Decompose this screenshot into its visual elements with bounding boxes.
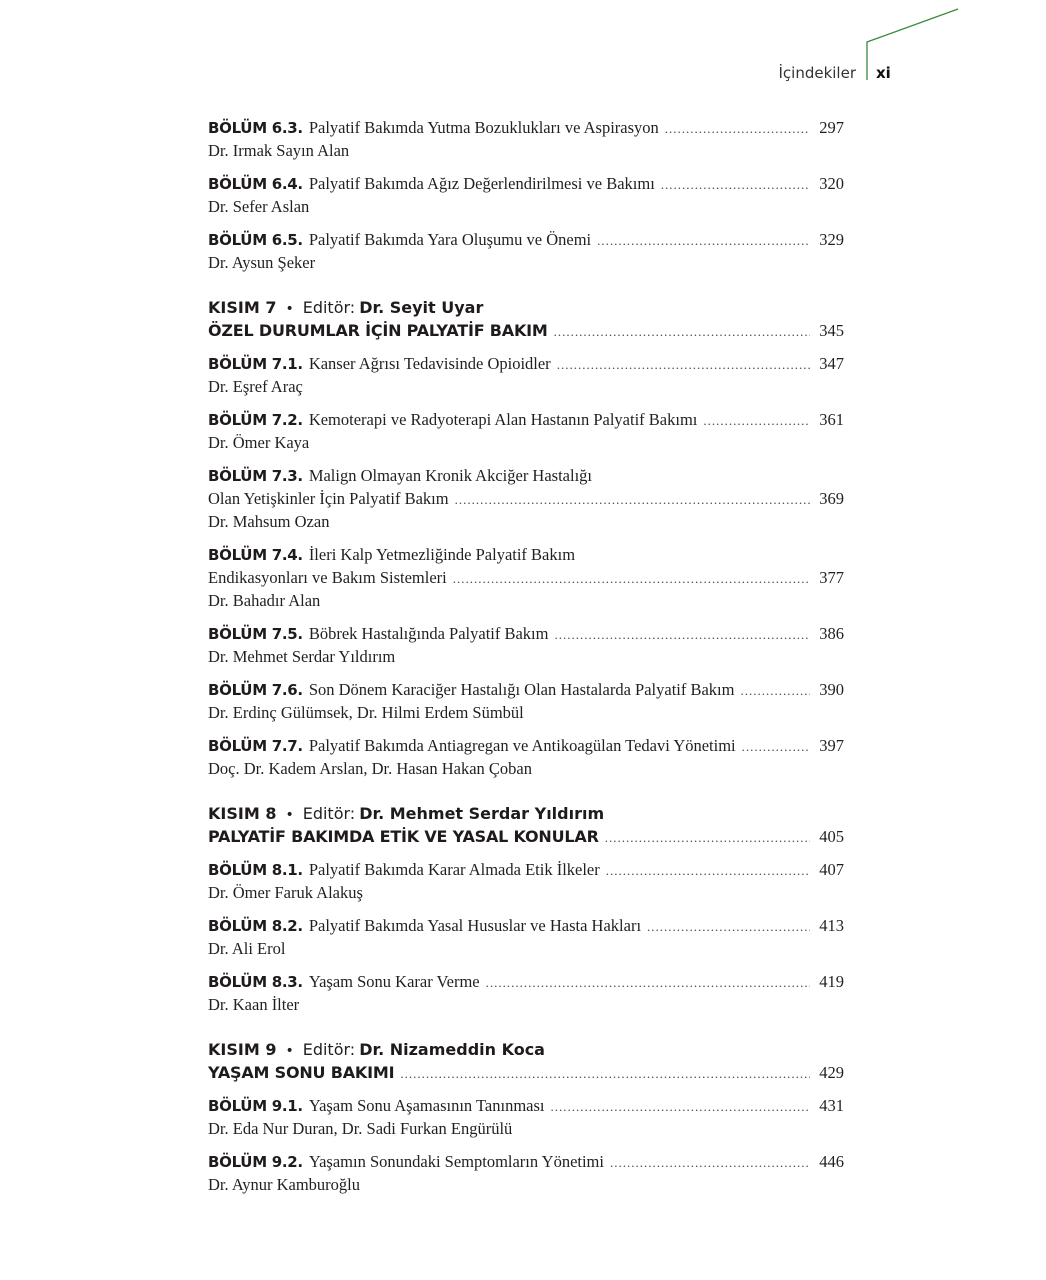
chapter-page: 407 bbox=[819, 860, 844, 879]
leader-dots bbox=[703, 409, 810, 432]
chapter-page: 361 bbox=[819, 410, 844, 429]
chapter-title: Palyatif Bakımda Yara Oluşumu ve Önemi bbox=[308, 230, 592, 249]
chapter-page: 329 bbox=[819, 230, 844, 249]
part-label: KISIM 7 bbox=[208, 298, 277, 317]
chapter-page: 413 bbox=[819, 916, 844, 935]
toc-entry-8-3 bbox=[208, 970, 844, 1016]
chapter-author: Doç. Dr. Kadem Arslan, Dr. Hasan Hakan Çoban bbox=[208, 759, 532, 778]
chapter-label: BÖLÜM 7.1. bbox=[208, 355, 303, 373]
chapter-title: Palyatif Bakımda Yutma Bozuklukları ve Aspirasyon bbox=[308, 118, 659, 137]
leader-dots bbox=[453, 567, 810, 590]
leader-dots bbox=[550, 1095, 810, 1118]
chapter-label: BÖLÜM 7.7. bbox=[208, 737, 303, 755]
leader-dots bbox=[486, 971, 810, 994]
part-label: KISIM 9 bbox=[208, 1040, 277, 1059]
part-title: YAŞAM SONU BAKIMI bbox=[208, 1063, 395, 1082]
chapter-title: Son Dönem Karaciğer Hastalığı Olan Hastalarda Palyatif Bakım bbox=[308, 680, 735, 699]
chapter-author: Dr. Eda Nur Duran, Dr. Sadi Furkan Engürülü bbox=[208, 1119, 513, 1138]
chapter-page: 397 bbox=[819, 736, 844, 755]
running-head: İçindekiler bbox=[778, 64, 856, 82]
leader-dots bbox=[557, 353, 810, 376]
part-page: 429 bbox=[819, 1063, 844, 1082]
chapter-title-continued: Endikasyonları ve Bakım Sistemleri bbox=[208, 568, 447, 587]
chapter-author: Dr. Aynur Kamburoğlu bbox=[208, 1175, 361, 1194]
leader-dots bbox=[661, 173, 810, 196]
leader-dots bbox=[597, 229, 810, 252]
chapter-author: Dr. Mahsum Ozan bbox=[208, 512, 330, 531]
chapter-author: Dr. Mehmet Serdar Yıldırım bbox=[208, 647, 396, 666]
chapter-title: Palyatif Bakımda Antiagregan ve Antikoagülan Tedavi Yönetimi bbox=[308, 736, 736, 755]
part-bullet: • bbox=[285, 1043, 294, 1059]
editor-word: Editör: bbox=[302, 1040, 356, 1059]
toc-entry-7-3 bbox=[208, 464, 844, 533]
chapter-author: Dr. Sefer Aslan bbox=[208, 197, 310, 216]
chapter-author: Dr. Eşref Araç bbox=[208, 377, 303, 396]
chapter-label: BÖLÜM 7.3. bbox=[208, 467, 303, 485]
part-editor: Dr. Seyit Uyar bbox=[359, 298, 484, 317]
chapter-page: 419 bbox=[819, 972, 844, 991]
chapter-page: 390 bbox=[819, 680, 844, 699]
chapter-page: 386 bbox=[819, 624, 844, 643]
chapter-page: 431 bbox=[819, 1096, 844, 1115]
toc-entry-6-3 bbox=[208, 116, 844, 162]
chapter-page: 377 bbox=[819, 568, 844, 587]
toc-part-7 bbox=[208, 296, 844, 342]
part-title: PALYATİF BAKIMDA ETİK VE YASAL KONULAR bbox=[208, 827, 599, 846]
chapter-title: Kanser Ağrısı Tedavisinde Opioidler bbox=[308, 354, 551, 373]
toc-entry-8-2 bbox=[208, 914, 844, 960]
toc-entry-7-4 bbox=[208, 543, 844, 612]
leader-dots bbox=[610, 1151, 810, 1174]
chapter-label: BÖLÜM 6.3. bbox=[208, 119, 303, 137]
part-bullet: • bbox=[285, 301, 294, 317]
chapter-title: Palyatif Bakımda Yasal Hususlar ve Hasta Hakları bbox=[308, 916, 642, 935]
part-editor: Dr. Mehmet Serdar Yıldırım bbox=[359, 804, 605, 823]
leader-dots bbox=[554, 623, 810, 646]
chapter-title-continued: Olan Yetişkinler İçin Palyatif Bakım bbox=[208, 489, 449, 508]
part-label: KISIM 8 bbox=[208, 804, 277, 823]
chapter-title: Böbrek Hastalığında Palyatif Bakım bbox=[308, 624, 549, 643]
leader-dots bbox=[554, 320, 810, 343]
leader-dots bbox=[400, 1062, 810, 1085]
toc-part-8 bbox=[208, 802, 844, 848]
part-bullet: • bbox=[285, 807, 294, 823]
chapter-label: BÖLÜM 8.3. bbox=[208, 973, 303, 991]
chapter-title: Kemoterapi ve Radyoterapi Alan Hastanın Palyatif Bakımı bbox=[308, 410, 698, 429]
chapter-page: 347 bbox=[819, 354, 844, 373]
table-of-contents bbox=[208, 116, 844, 1206]
chapter-page: 297 bbox=[819, 118, 844, 137]
part-title: ÖZEL DURUMLAR İÇİN PALYATİF BAKIM bbox=[208, 321, 548, 340]
chapter-title: Palyatif Bakımda Ağız Değerlendirilmesi ve Bakımı bbox=[308, 174, 655, 193]
chapter-title: Yaşam Sonu Aşamasının Tanınması bbox=[308, 1096, 545, 1115]
part-page: 405 bbox=[819, 827, 844, 846]
chapter-author: Dr. Aysun Şeker bbox=[208, 253, 316, 272]
chapter-title: Palyatif Bakımda Karar Almada Etik İlkeler bbox=[308, 860, 600, 879]
chapter-label: BÖLÜM 7.2. bbox=[208, 411, 303, 429]
chapter-author: Dr. Bahadır Alan bbox=[208, 591, 321, 610]
editor-word: Editör: bbox=[302, 298, 356, 317]
chapter-label: BÖLÜM 7.5. bbox=[208, 625, 303, 643]
chapter-label: BÖLÜM 9.2. bbox=[208, 1153, 303, 1171]
toc-entry-7-2 bbox=[208, 408, 844, 454]
leader-dots bbox=[647, 915, 810, 938]
chapter-author: Dr. Kaan İlter bbox=[208, 995, 300, 1014]
chapter-page: 320 bbox=[819, 174, 844, 193]
leader-dots bbox=[455, 488, 810, 511]
part-page: 345 bbox=[819, 321, 844, 340]
chapter-label: BÖLÜM 6.5. bbox=[208, 231, 303, 249]
chapter-page: 369 bbox=[819, 489, 844, 508]
chapter-title: Malign Olmayan Kronik Akciğer Hastalığı bbox=[308, 466, 593, 485]
toc-entry-7-7 bbox=[208, 734, 844, 780]
editor-word: Editör: bbox=[302, 804, 356, 823]
toc-part-9 bbox=[208, 1038, 844, 1084]
toc-entry-8-1 bbox=[208, 858, 844, 904]
chapter-author: Dr. Erdinç Gülümsek, Dr. Hilmi Erdem Sümbül bbox=[208, 703, 524, 722]
chapter-title: Yaşamın Sonundaki Semptomların Yönetimi bbox=[308, 1152, 604, 1171]
chapter-label: BÖLÜM 7.6. bbox=[208, 681, 303, 699]
chapter-author: Dr. Irmak Sayın Alan bbox=[208, 141, 350, 160]
toc-entry-6-4 bbox=[208, 172, 844, 218]
chapter-author: Dr. Ali Erol bbox=[208, 939, 286, 958]
chapter-title: Yaşam Sonu Karar Verme bbox=[308, 972, 480, 991]
leader-dots bbox=[605, 826, 810, 849]
chapter-label: BÖLÜM 8.2. bbox=[208, 917, 303, 935]
chapter-title: İleri Kalp Yetmezliğinde Palyatif Bakım bbox=[308, 545, 576, 564]
chapter-page: 446 bbox=[819, 1152, 844, 1171]
toc-entry-7-1 bbox=[208, 352, 844, 398]
leader-dots bbox=[665, 117, 810, 140]
chapter-author: Dr. Ömer Kaya bbox=[208, 433, 310, 452]
leader-dots bbox=[740, 679, 810, 702]
part-editor: Dr. Nizameddin Koca bbox=[359, 1040, 545, 1059]
chapter-label: BÖLÜM 9.1. bbox=[208, 1097, 303, 1115]
chapter-author: Dr. Ömer Faruk Alakuş bbox=[208, 883, 363, 902]
leader-dots bbox=[742, 735, 810, 758]
chapter-label: BÖLÜM 8.1. bbox=[208, 861, 303, 879]
chapter-label: BÖLÜM 7.4. bbox=[208, 546, 303, 564]
toc-entry-9-1 bbox=[208, 1094, 844, 1140]
toc-entry-7-6 bbox=[208, 678, 844, 724]
leader-dots bbox=[606, 859, 810, 882]
page-number: xi bbox=[876, 64, 891, 82]
toc-entry-6-5 bbox=[208, 228, 844, 274]
chapter-label: BÖLÜM 6.4. bbox=[208, 175, 303, 193]
toc-entry-9-2 bbox=[208, 1150, 844, 1196]
toc-entry-7-5 bbox=[208, 622, 844, 668]
